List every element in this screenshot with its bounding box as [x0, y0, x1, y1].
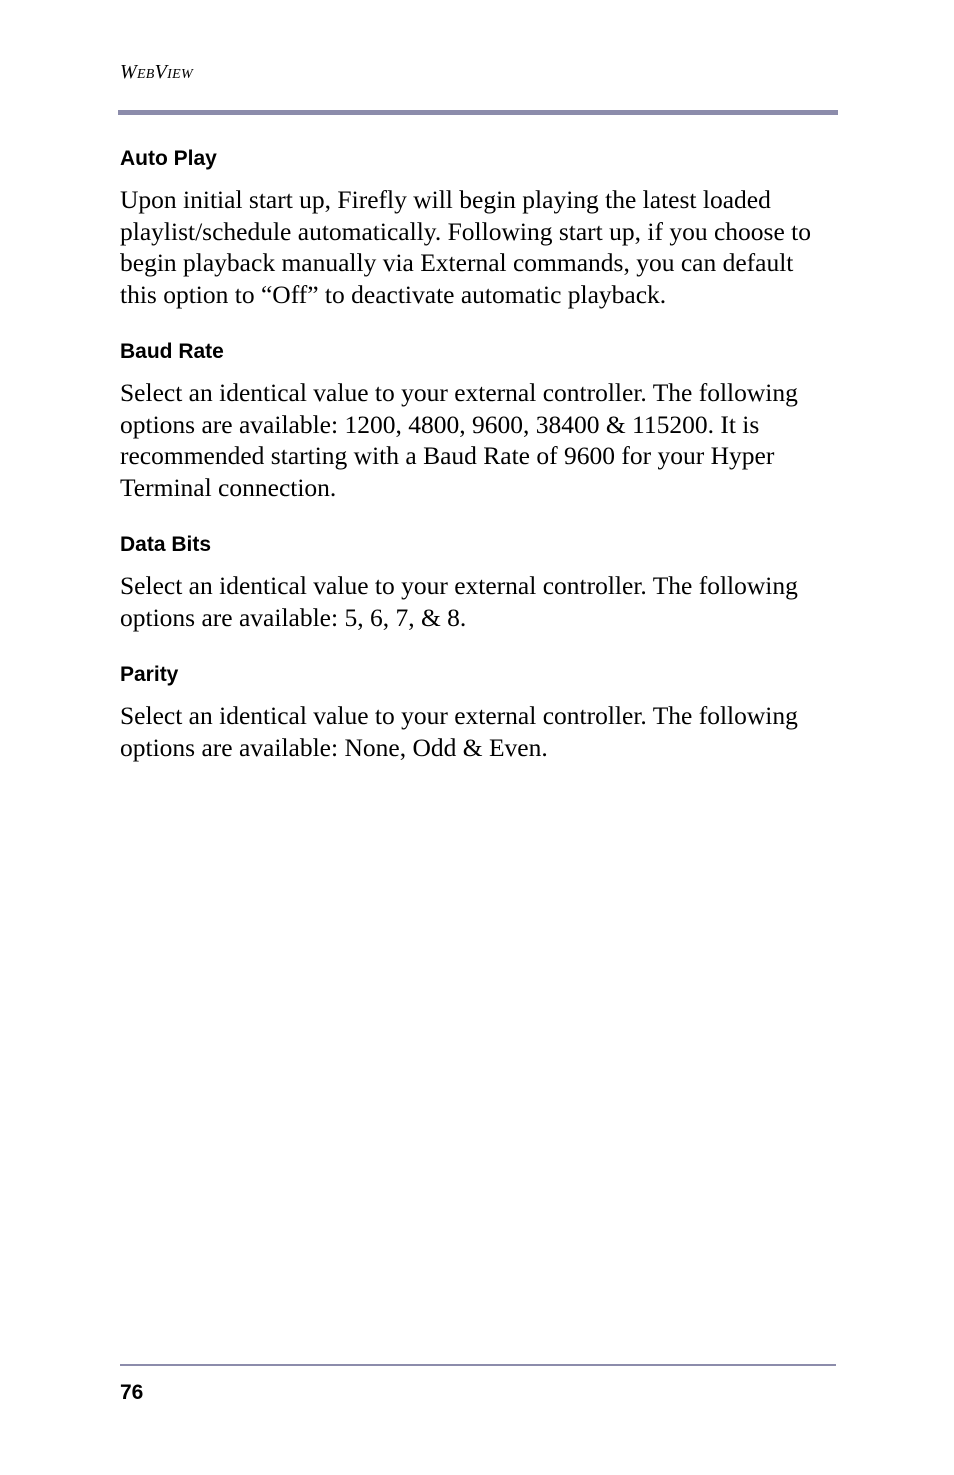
section-heading: Data Bits — [120, 533, 212, 556]
running-header: WebView — [120, 61, 193, 83]
section-parity — [120, 660, 836, 763]
footer-rule — [120, 1364, 836, 1366]
section-body: Select an identical value to your external controller. The following options are available: None, Odd & Even. — [120, 701, 798, 762]
page-content — [120, 144, 836, 790]
header-rule — [118, 110, 838, 115]
section-heading: Parity — [120, 663, 179, 686]
section-data-bits — [120, 530, 836, 633]
page-number: 76 — [120, 1381, 144, 1404]
section-body: Upon initial start up, Firefly will begin playing the latest loaded playlist/schedule automatically. Following start up, if you choose to begin playback manually via External commands, you can default this option to “Off” to deactivate automatic playback. — [120, 185, 811, 309]
section-heading: Baud Rate — [120, 340, 224, 363]
section-baud-rate — [120, 337, 836, 503]
section-auto-play — [120, 144, 836, 310]
section-body: Select an identical value to your external controller. The following options are available: 5, 6, 7, & 8. — [120, 571, 798, 632]
section-body: Select an identical value to your external controller. The following options are available: 1200, 4800, 9600, 38400 & 115200. It is recommended starting with a Baud Rate of 9600 for your Hyper Terminal connection. — [120, 378, 798, 502]
section-heading: Auto Play — [120, 147, 217, 170]
